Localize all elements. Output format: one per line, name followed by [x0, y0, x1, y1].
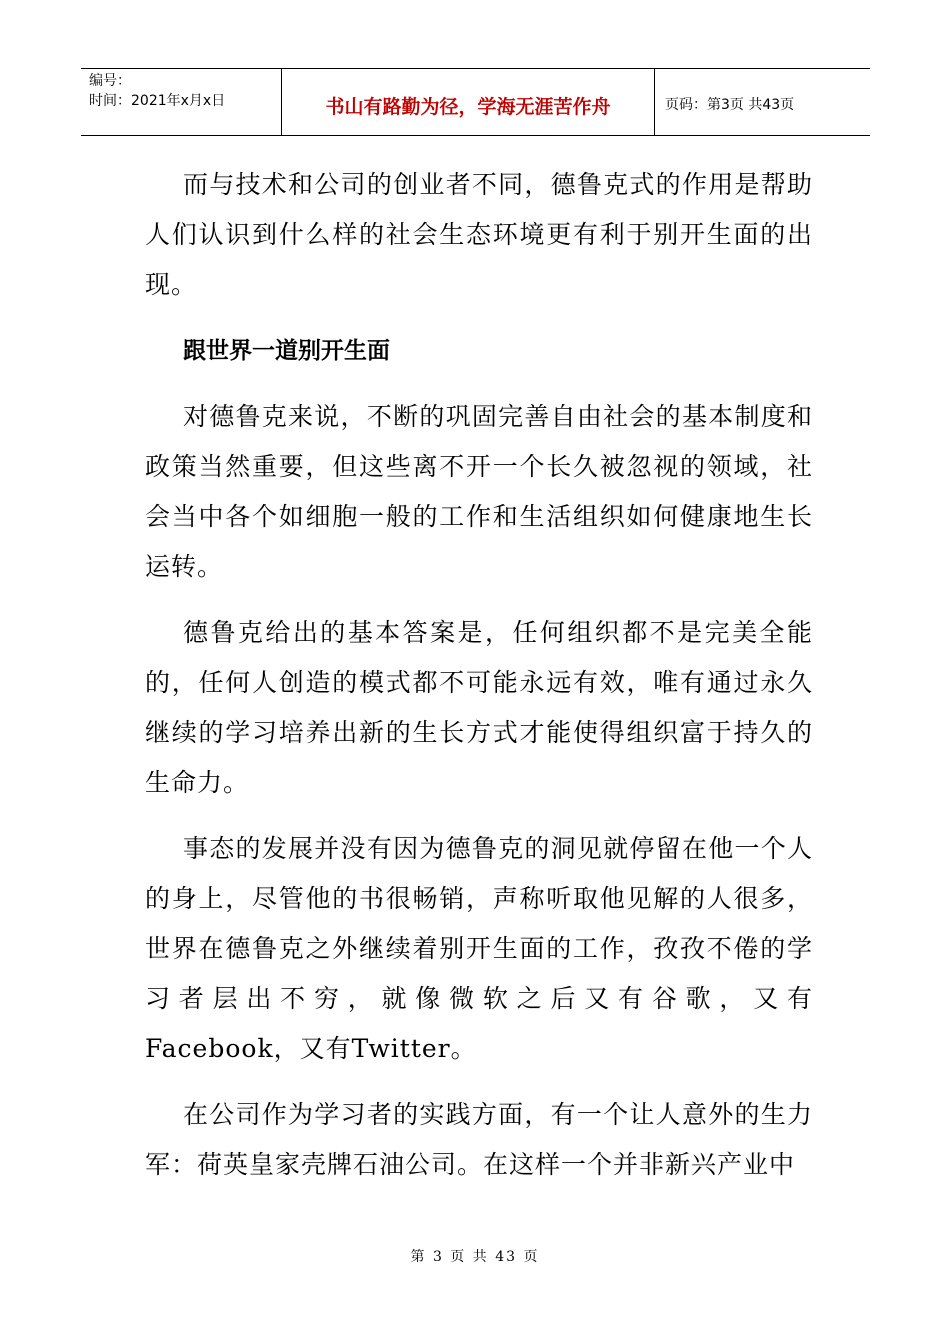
page-footer [0, 1246, 950, 1266]
serial-label: 编号： [89, 73, 131, 89]
section-heading: 跟世界一道别开生面 [183, 338, 390, 364]
paragraph: 对德鲁克来说，不断的巩固完善自由社会的基本制度和政策当然重要，但这些离不开一个长久被忽视的领域，社会当中各个如细胞一般的工作和生活组织如何健康地生长运转。 [145, 402, 813, 581]
header-motto: 书山有路勤为径，学海无涯苦作舟 [325, 95, 611, 118]
header-table [81, 68, 870, 136]
paragraph: 而与技术和公司的创业者不同，德鲁克式的作用是帮助人们认识到什么样的社会生态环境更有利于别开生面的出现。 [145, 170, 813, 299]
header-page-cell [655, 69, 870, 135]
paragraph: 在公司作为学习者的实践方面，有一个让人意外的生力军：荷英皇家壳牌石油公司。在这样一个并非新兴产业中 [145, 1100, 813, 1179]
document-body [145, 160, 813, 1206]
paragraph: 事态的发展并没有因为德鲁克的洞见就停留在他一个人的身上，尽管他的书很畅销，声称听取他见解的人很多，世界在德鲁克之外继续着别开生面的工作，孜孜不倦的学习者层出不穷，就像微软之后又有谷歌，又有Facebook，又有Twitter。 [145, 834, 813, 1063]
paragraph: 德鲁克给出的基本答案是，任何组织都不是完美全能的，任何人创造的模式都不可能永远有效，唯有通过永久继续的学习培养出新的生长方式才能使得组织富于持久的生命力。 [145, 618, 813, 797]
footer-page-number: 第 3 页 共 43 页 [410, 1249, 540, 1265]
header-info-cell [81, 69, 282, 135]
header-page-info: 页码：第3页 共43页 [665, 97, 795, 113]
date-label: 时间：2021年x月x日 [89, 93, 226, 109]
header-motto-cell [282, 69, 655, 135]
